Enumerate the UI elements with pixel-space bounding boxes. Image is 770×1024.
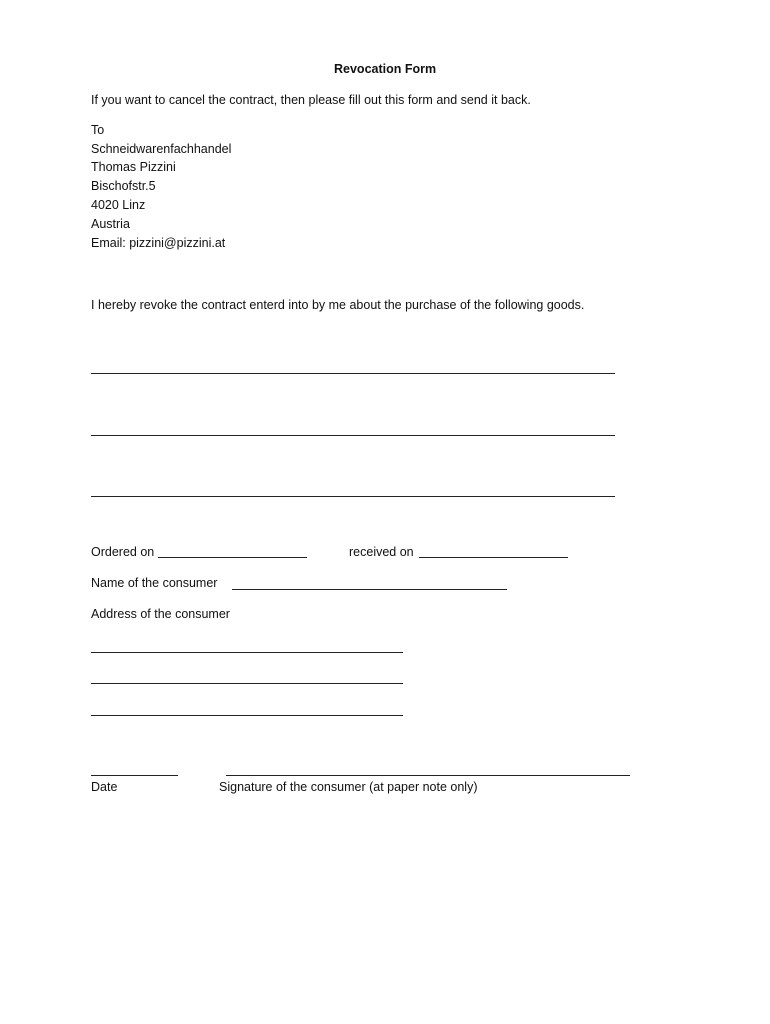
recipient-country: Austria — [91, 217, 130, 231]
recipient-company: Schneidwarenfachhandel — [91, 142, 232, 156]
consumer-name-field[interactable] — [232, 589, 507, 590]
date-label: Date — [91, 780, 118, 794]
consumer-address-label: Address of the consumer — [91, 607, 230, 621]
goods-line-3[interactable] — [91, 496, 615, 497]
goods-line-1[interactable] — [91, 373, 615, 374]
recipient-to: To — [91, 123, 105, 137]
intro-text: If you want to cancel the contract, then please fill out this form and send it back. — [91, 93, 531, 107]
recipient-city: 4020 Linz — [91, 198, 146, 212]
received-on-field[interactable] — [419, 557, 568, 558]
date-field[interactable] — [91, 775, 178, 776]
ordered-on-field[interactable] — [158, 557, 307, 558]
signature-field[interactable] — [226, 775, 630, 776]
consumer-address-line-2[interactable] — [91, 683, 403, 684]
recipient-email: Email: pizzini@pizzini.at — [91, 236, 226, 250]
recipient-name: Thomas Pizzini — [91, 160, 176, 174]
consumer-address-line-1[interactable] — [91, 652, 403, 653]
revoke-statement: I hereby revoke the contract enterd into by me about the purchase of the following goods. — [91, 298, 585, 312]
recipient-street: Bischofstr.5 — [91, 179, 156, 193]
consumer-name-label: Name of the consumer — [91, 576, 221, 590]
goods-line-2[interactable] — [91, 435, 615, 436]
signature-label: Signature of the consumer (at paper note only) — [219, 780, 478, 794]
received-on-label: received on — [349, 545, 418, 559]
consumer-address-line-3[interactable] — [91, 715, 403, 716]
ordered-on-label: Ordered on — [91, 545, 155, 559]
page-title: Revocation Form — [334, 62, 437, 76]
